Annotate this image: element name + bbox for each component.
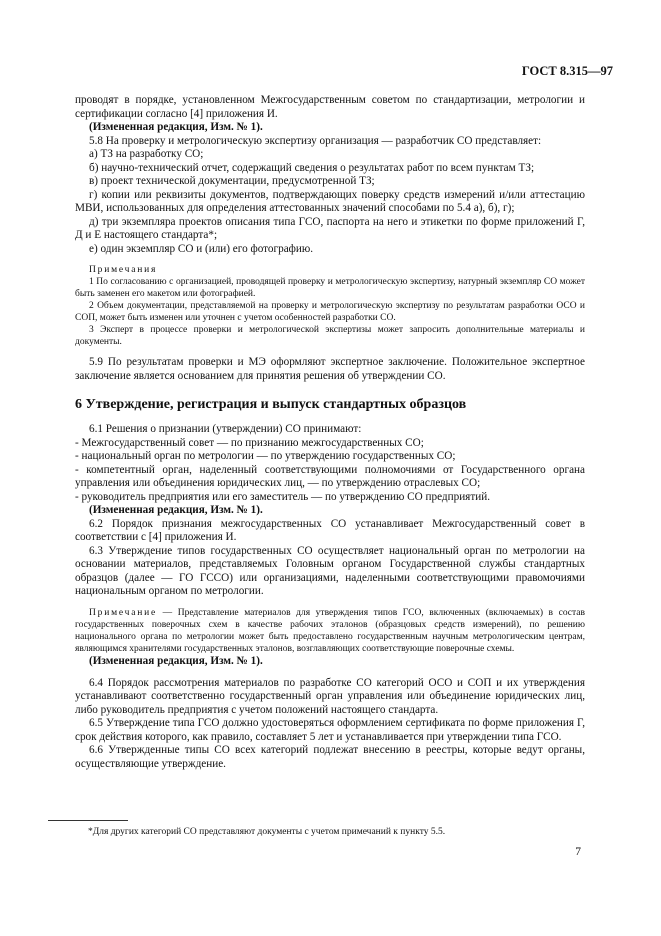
section-heading-6: 6 Утверждение, регистрация и выпуск стандартных образцов xyxy=(75,397,467,412)
clause-5-8: 5.8 На проверку и метрологическую экспертизу организация — разработчик СО представляет: xyxy=(89,134,542,147)
notes-heading: Примечания xyxy=(89,265,158,275)
note-text: — Представление материалов для утверждения типов ГСО, включенных (включаемых) в состав государственных поверочных схем в качестве рабочих эталонов (образцовых средств измерений), по решению национального органа по метрологии может быть предоставлено государственным научным метрологическим центрам, являющимся хранителями государственных эталонов, возглавляющих соответствующие поверочные схемы. xyxy=(75,607,585,655)
note-3: 3 Эксперт в процессе проверки и метрологической экспертизы может запросить дополнительные материалы и документы. xyxy=(75,325,585,347)
paragraph-continuation: проводят в порядке, установленном Межгосударственным советом по стандартизации, метрологии и сертификации согласно [4] приложения И. xyxy=(75,94,585,120)
clause-6-6: 6.6 Утвержденные типы СО всех категорий подлежат внесению в реестры, которые ведут органы, осуществляющие утверждение. xyxy=(75,744,585,770)
page-body xyxy=(75,94,585,771)
clause-6-3: 6.3 Утверждение типов государственных СО осуществляет национальный орган по метрологии на основании материалов, представляемых Головным органом Государственной службы стандартных образцов (далее — ГО ГССО) или организациями, наделенными соответствующими правомочиями национальным органом по метрологии. xyxy=(75,544,585,597)
clause-6-4: 6.4 Порядок рассмотрения материалов по разработке СО категорий ОСО и СОП и их утверждения устанавливают соответственно государственный орган управления или объединение юридических лиц, либо руководитель предприятия с учетом положений настоящего стандарта. xyxy=(75,676,585,716)
footnote-divider xyxy=(48,820,128,821)
list-item: - компетентный орган, наделенный соответствующими полномочиями от Государственного органа управления или объединения юридических лиц, — по утверждению отраслевых СО; xyxy=(75,463,585,489)
note-6-3 xyxy=(75,607,585,656)
list-item-g: г) копии или реквизиты документов, подтверждающих поверку средств измерений и/или аттестацию МВИ, использованных для определения аттестованных значений способами по 5.4 а), б), г); xyxy=(75,188,585,214)
clause-5-9: 5.9 По результатам проверки и МЭ оформляют экспертное заключение. Положительное экспертное заключение является основанием для принятия решения об утверждении СО. xyxy=(75,356,585,382)
list-item-d: д) три экземпляра проектов описания типа ГСО, паспорта на него и этикетки по форме приложений Г, Д и Е настоящего стандарта*; xyxy=(75,215,585,241)
note-1: 1 По согласованию с организацией, проводящей проверку и метрологическую экспертизу, натурный экземпляр СО может быть заменен его макетом или фотографией. xyxy=(75,277,585,299)
clause-6-5: 6.5 Утверждение типа ГСО должно удостоверяться оформлением сертификата по форме приложения Г, срок действия которого, как правило, составляет 5 лет и устанавливается при утверждении типа ГСО. xyxy=(75,717,585,743)
list-item-a: а) ТЗ на разработку СО; xyxy=(89,148,204,160)
footnote: *Для других категорий СО представляют документы с учетом примечаний к пункту 5.5. xyxy=(88,827,446,837)
list-item-b: б) научно-технический отчет, содержащий сведения о результатах работ по всем пунктам ТЗ; xyxy=(89,161,535,174)
revision-note: (Измененная редакция, Изм. № 1). xyxy=(89,504,263,516)
clause-6-2: 6.2 Порядок признания межгосударственных СО устанавливает Межгосударственный совет в соответствии с [4] приложения И. xyxy=(75,517,585,543)
revision-note: (Измененная редакция, Изм. № 1). xyxy=(89,121,263,133)
revision-note: (Измененная редакция, Изм. № 1). xyxy=(89,655,263,668)
clause-6-1: 6.1 Решения о признании (утверждении) СО принимают: xyxy=(89,423,362,435)
document-header: ГОСТ 8.315—97 xyxy=(521,64,613,78)
page-number: 7 xyxy=(575,846,581,858)
note-2: 2 Объем документации, представляемой на проверку и метрологическую экспертизу по результатам разработки ОСО и СОП, может быть изменен или уточнен с учетом особенностей разработки СО. xyxy=(75,301,585,323)
list-item-v: в) проект технической документации, предусмотренной ТЗ; xyxy=(89,175,375,187)
list-item: - национальный орган по метрологии — по утверждению государственных СО; xyxy=(75,450,456,462)
list-item: - Межгосударственный совет — по признанию межгосударственных СО; xyxy=(75,436,424,449)
note-label: Примечание xyxy=(89,607,158,618)
list-item: - руководитель предприятия или его заместитель — по утверждению СО предприятий. xyxy=(75,490,490,503)
list-item-e: е) один экземпляр СО и (или) его фотографию. xyxy=(89,242,314,255)
